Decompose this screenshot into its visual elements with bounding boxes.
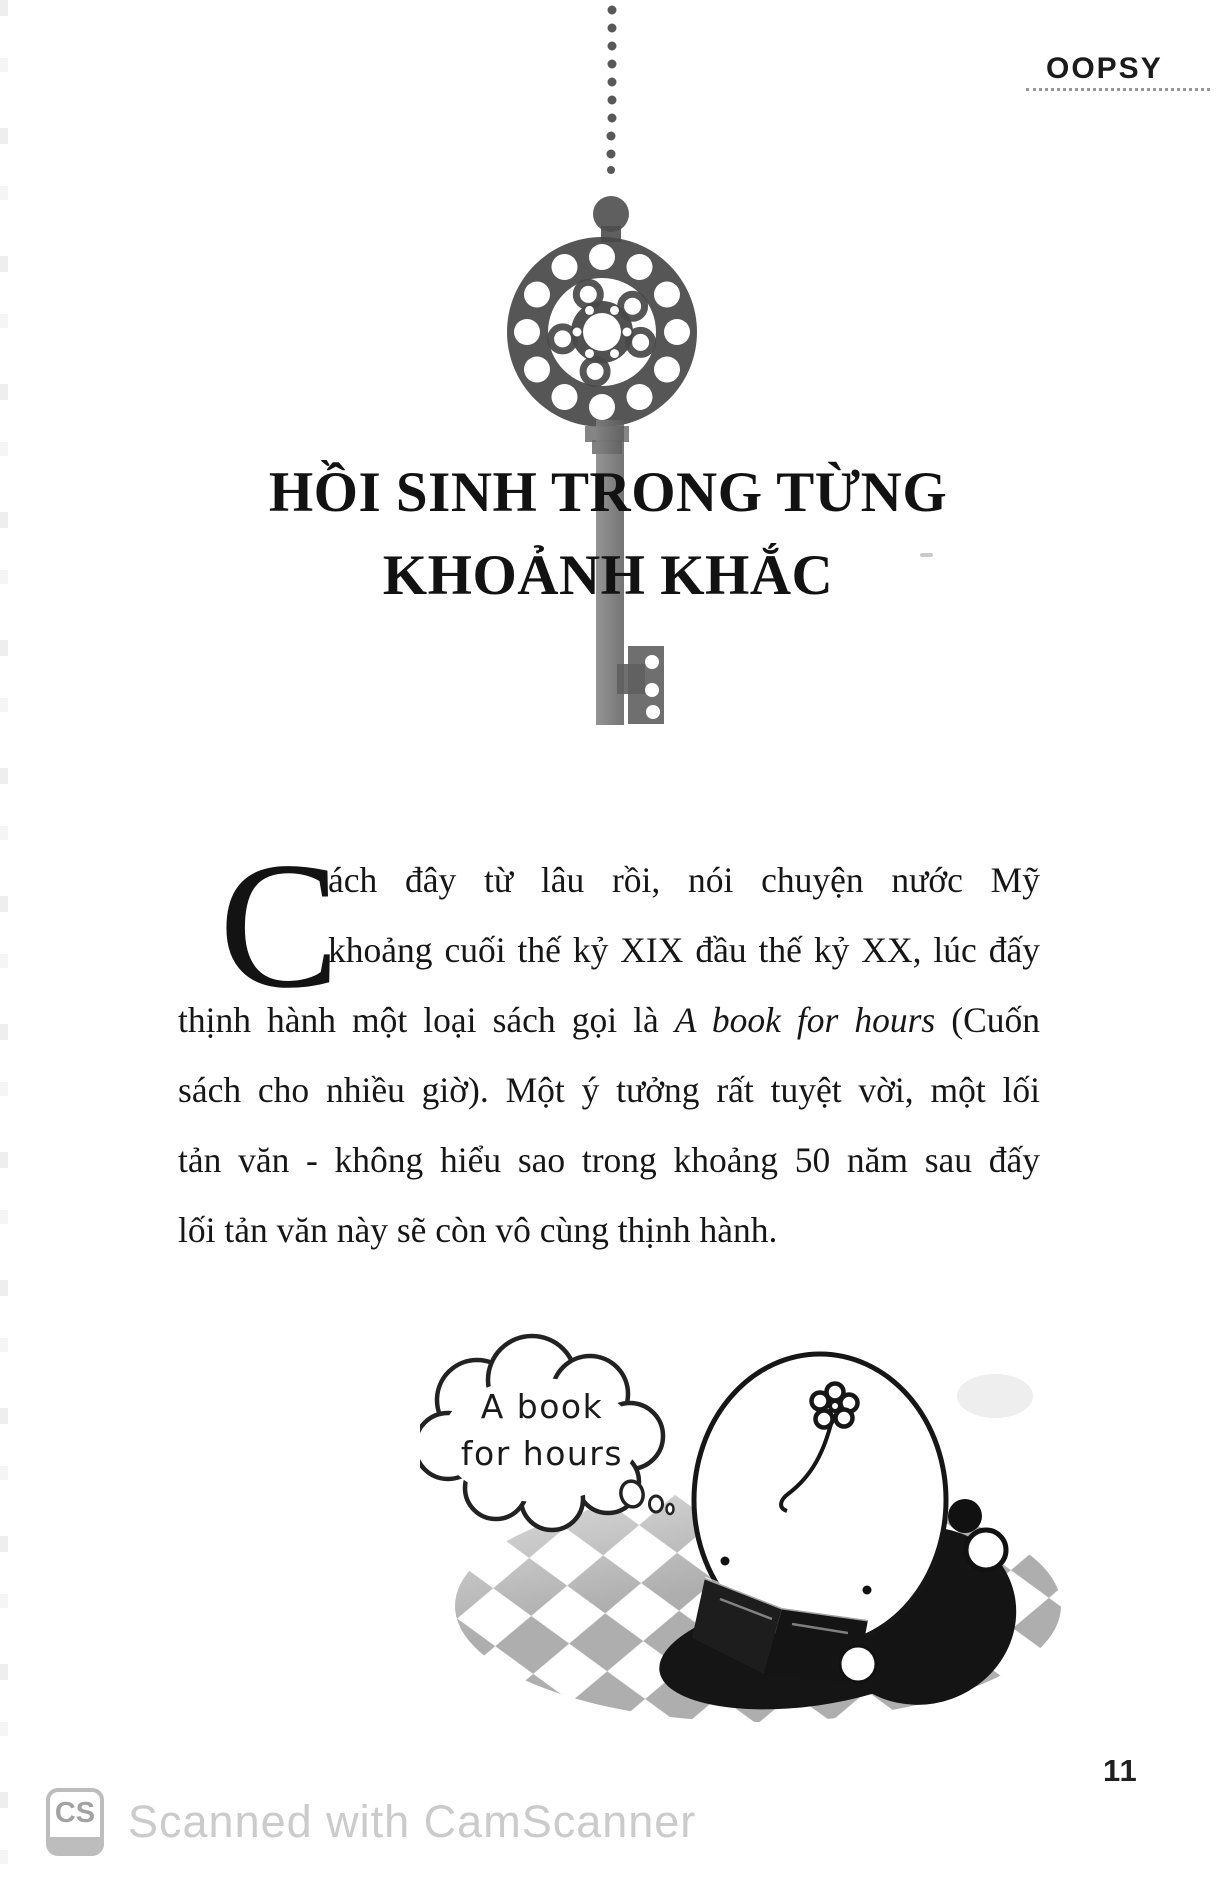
camscanner-text: Scanned with CamScanner bbox=[128, 1796, 697, 1847]
character-paw-pad bbox=[966, 1530, 1006, 1570]
page-number: 11 bbox=[1103, 1753, 1138, 1788]
line3-prefix: thịnh hành một loại sách gọi là bbox=[178, 1000, 675, 1040]
dotted-chain-icon bbox=[607, 6, 617, 175]
drop-cap: C bbox=[219, 826, 340, 1026]
running-title: OOPSY bbox=[1046, 52, 1163, 85]
camscanner-watermark bbox=[46, 1788, 696, 1856]
character-eye bbox=[721, 1557, 730, 1566]
camscanner-logo-icon bbox=[46, 1788, 104, 1856]
body-paragraph bbox=[178, 845, 1040, 1265]
thought-bubble bbox=[420, 1336, 674, 1530]
key-bit bbox=[617, 646, 664, 724]
character-eye bbox=[863, 1586, 872, 1595]
paragraph-line: tản văn - không hiểu sao trong khoảng 50 năm sau đấy bbox=[178, 1140, 1040, 1180]
camscanner-logo-bar bbox=[50, 1837, 100, 1852]
scan-smudge bbox=[957, 1374, 1033, 1418]
cartoon-illustration bbox=[420, 1318, 1080, 1730]
camscanner-logo-text: CS bbox=[54, 1797, 96, 1829]
paragraph-line: khoảng cuối thế kỷ XIX đầu thế kỷ XX, lúc đấy bbox=[328, 930, 1040, 970]
paragraph-line: ách đây từ lâu rồi, nói chuyện nước Mỹ bbox=[328, 860, 1040, 900]
key-knob bbox=[593, 196, 629, 242]
thought-bubble-text-line1: A book bbox=[480, 1387, 604, 1426]
scan-artifact-dash bbox=[920, 553, 933, 557]
key-illustration bbox=[505, 0, 705, 760]
paragraph-line: lối tản văn này sẽ còn vô cùng thịnh hành. bbox=[178, 1210, 778, 1250]
paragraph-line: sách cho nhiều giờ). Một ý tưởng rất tuyệt vời, một lối bbox=[178, 1070, 1040, 1110]
thought-bubble-text-line2: for hours bbox=[460, 1434, 624, 1473]
line3-suffix: (Cuốn bbox=[935, 1000, 1041, 1040]
chapter-title-line-1: HỒI SINH TRONG TỪNG bbox=[268, 461, 948, 524]
character-hand bbox=[840, 1646, 876, 1682]
key-bow bbox=[507, 237, 697, 427]
chapter-title-line-2: KHOẢNH KHẮC bbox=[382, 544, 834, 607]
dotted-rule bbox=[1026, 88, 1210, 91]
paragraph-line bbox=[178, 985, 1040, 1055]
character-ear bbox=[948, 1499, 982, 1533]
scan-edge-artifacts bbox=[0, 0, 8, 1888]
line3-italic-phrase: A book for hours bbox=[674, 1000, 936, 1040]
